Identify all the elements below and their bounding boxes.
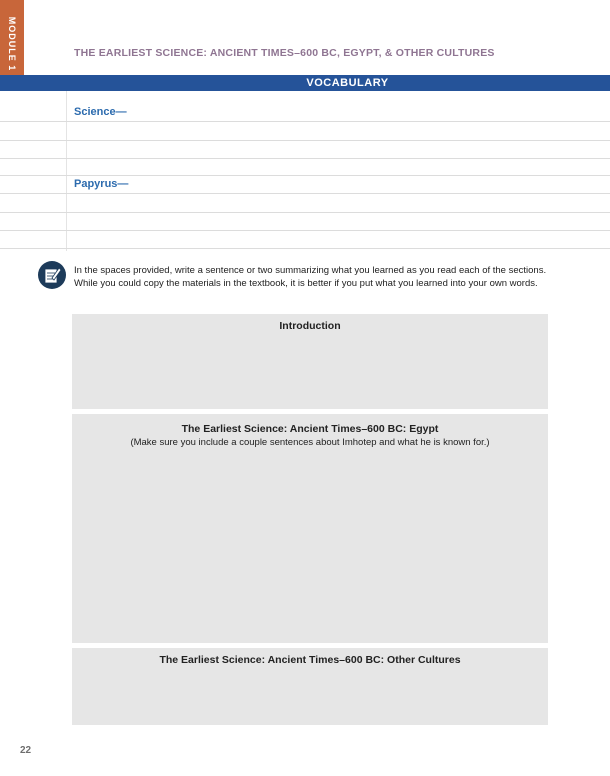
margin-line <box>66 91 67 251</box>
module-tab <box>0 0 24 87</box>
writing-line <box>0 140 610 141</box>
writing-line <box>0 248 610 249</box>
vocabulary-heading-bar <box>0 75 610 91</box>
vocab-term-papyrus: Papyrus— <box>74 178 129 190</box>
instructions-text: In the spaces provided, write a sentence or two summarizing what you learned as you read each of the sections. While you could copy the materials in the textbook, it is better if you put what you learned into your own words. <box>74 265 547 289</box>
summary-box-other-cultures[interactable] <box>72 648 548 725</box>
section-title: The Earliest Science: Ancient Times–600 BC: Other Cultures <box>159 654 461 666</box>
section-note: (Make sure you include a couple sentences about Imhotep and what he is known for.) <box>130 437 490 448</box>
section-title: Introduction <box>279 320 341 332</box>
page-title: THE EARLIEST SCIENCE: ANCIENT TIMES–600 BC, EGYPT, & OTHER CULTURES <box>74 47 495 59</box>
writing-line <box>0 175 610 176</box>
writing-line <box>0 212 610 213</box>
vocabulary-heading: VOCABULARY <box>306 77 389 89</box>
summary-box-introduction[interactable] <box>72 314 548 409</box>
vocab-term-science: Science— <box>74 106 127 118</box>
writing-line <box>0 230 610 231</box>
pencil-icon <box>38 261 66 289</box>
module-tab-label: MODULE 1 <box>7 16 17 72</box>
writing-line <box>0 158 610 159</box>
summary-box-egypt[interactable] <box>72 414 548 643</box>
writing-line <box>0 121 610 122</box>
page-number: 22 <box>20 745 32 756</box>
section-title: The Earliest Science: Ancient Times–600 BC: Egypt <box>181 423 439 435</box>
writing-line <box>0 193 610 194</box>
